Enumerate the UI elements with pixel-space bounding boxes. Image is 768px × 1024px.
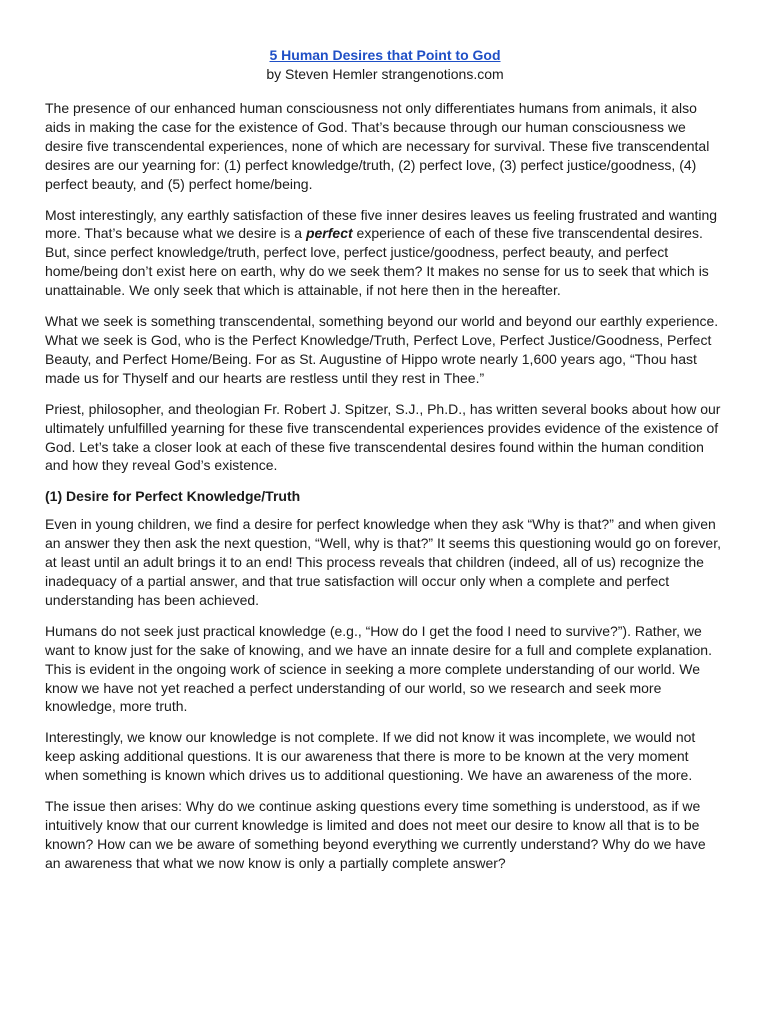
- article-title-link[interactable]: 5 Human Desires that Point to God: [269, 47, 501, 63]
- section-1-paragraph-1: Even in young children, we find a desire for perfect knowledge when they ask “Why is that?” and when given an answer they then ask the next question, “Well, why is that?” It seems this questioning would go on forever, at least until an adult brings it to an end! This process reveals that children (indeed, all of us) recognize the inadequacy of a partial answer, and that true satisfaction will occur only when a complete and perfect understanding has been achieved.: [45, 516, 721, 608]
- section-1-paragraph-2: Humans do not seek just practical knowledge (e.g., “How do I get the food I need to survive?”). Rather, we want to know just for the sake of knowing, and we have an innate desire for a full and complete explanation. This is evident in the ongoing work of science in seeking a more complete understanding of our world. We know we have not yet reached a perfect understanding of our world, so we research and seek more knowledge, more truth.: [45, 622, 712, 715]
- intro-paragraph-2: [45, 206, 725, 301]
- section-heading-knowledge-truth: (1) Desire for Perfect Knowledge/Truth: [45, 488, 301, 505]
- intro-paragraph-3: What we seek is something transcendental, something beyond our world and beyond our earthly experience. What we seek is God, who is the Perfect Knowledge/Truth, Perfect Love, Perfect Justice/Goodness, Perfect Beauty, and Perfect Home/Being. For as St. Augustine of Hippo wrote nearly 1,600 years ago, “Thou hast made us for Thyself and our hearts are restless until they rest in Thee.”: [45, 313, 719, 386]
- section-1-paragraph-3: Interestingly, we know our knowledge is not complete. If we did not know it was incomplete, we would not keep asking additional questions. It is our awareness that there is more to be known at the very moment when something is known which drives us to additional questioning. We have an awareness of the more.: [45, 729, 696, 784]
- document-header: [45, 46, 725, 84]
- perfect-emphasis: perfect: [305, 225, 353, 242]
- document-page: [45, 46, 725, 885]
- intro-paragraph-2-text-start: Most interestingly, any earthly satisfaction of these five inner desires leaves us feeling frustrated and wanting more. That’s because what we desire is a: [45, 206, 718, 242]
- intro-paragraph-4: Priest, philosopher, and theologian Fr. Robert J. Spitzer, S.J., Ph.D., has written several books about how our ultimately unfulfilled yearning for these five transcendental experiences provides evidence of the existence of God. Let’s take a closer look at each of these five transcendental desires found within the human condition and how they reveal God’s existence.: [45, 400, 721, 474]
- section-1-paragraph-4: The issue then arises: Why do we continue asking questions every time something is understood, as if we intuitively know that our current knowledge is limited and does not meet our desire to know all that is to be known? How can we be aware of something beyond everything we currently understand? Why do we have an awareness that what we now know is only a partially complete answer?: [45, 798, 706, 871]
- intro-paragraph-1: The presence of our enhanced human consciousness not only differentiates humans from animals, it also aids in making the case for the existence of God. That’s because through our human consciousness we desire five transcendental experiences, none of which are necessary for survival. These five transcendental desires are our yearning for: (1) perfect knowledge/truth, (2) perfect love, (3) perfect justice/goodness, (4) perfect beauty, and (5) perfect home/being.: [45, 100, 710, 192]
- byline: by Steven Hemler strangenotions.com: [266, 66, 504, 82]
- intro-paragraph-2-text-end: experience of each of these five transcendental desires. But, since perfect knowledge/truth, perfect love, perfect justice/goodness, perfect beauty, and perfect home/being don’t exist here on earth, why do we seek them? It makes no sense for us to seek that which is unattainable. We only seek that which is attainable, if not here then in the hereafter.: [45, 225, 709, 299]
